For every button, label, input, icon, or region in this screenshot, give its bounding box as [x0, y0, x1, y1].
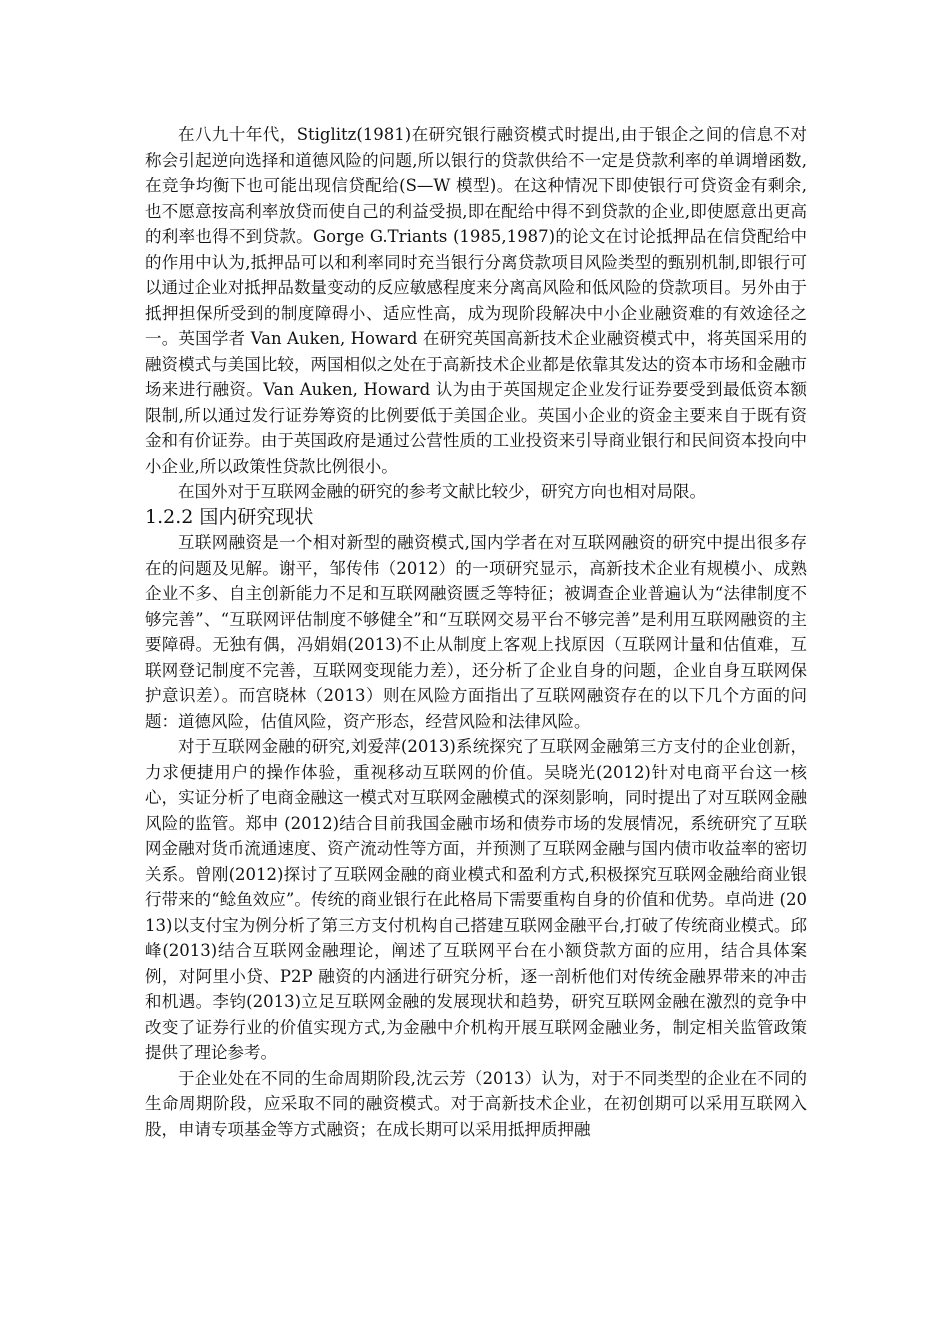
paragraph-life-cycle: 于企业处在不同的生命周期阶段,沈云芳（2013）认为，对于不同类型的企业在不同的生命周期阶段，应采取不同的融资模式。对于高新技术企业，在初创期可以采用互联网入股，申请专项基金等方式融资；在成长期可以采用抵押质押融	[145, 1068, 807, 1139]
paragraph-stiglitz: 在八九十年代，Stiglitz(1981)在研究银行融资模式时提出,由于银企之间的信息不对称会引起逆向选择和道德风险的问题,所以银行的贷款供给不一定是贷款利率的单调增函数,在竞争均衡下也可能出现信贷配给(S—W 模型)。在这种情况下即使银行可贷资金有剩余,也不愿意按高利率放贷而使自己的利益受损,即在配给中得不到贷款的企业,即使愿意出更高的利率也得不到贷款。Gorge G.Triants (1985,1987)的论文在讨论抵押品在信贷配给中的作用中认为,抵押品可以和利率同时充当银行分离贷款项目风险类型的甄别机制,即银行可以通过企业对抵押品数量变动的反应敏感程度来分离高风险和低风险的贷款项目。另外由于抵押担保所受到的制度障碍小、适应性高，成为现阶段解决中小企业融资难的有效途径之一。英国学者 Van Auken, Howard 在研究英国高新技术企业融资模式中，将英国采用的融资模式与美国比较，两国相似之处在于高新技术企业都是依靠其发达的资本市场和金融市场来进行融资。Van Auken, Howard 认为由于英国规定企业发行证券要受到最低资本额限制,所以通过发行证券筹资的比例要低于美国企业。英国小企业的资金主要来自于既有资金和有价证券。由于英国政府是通过公营性质的工业投资来引导商业银行和民间资本投向中小企业,所以政策性贷款比例很小。	[145, 125, 807, 476]
paragraph-internet-finance: 对于互联网金融的研究,刘爱萍(2013)系统探究了互联网金融第三方支付的企业创新，力求便捷用户的操作体验，重视移动互联网的价值。吴晓光(2012)针对电商平台这一核心，实证分析了电商金融这一模式对互联网金融模式的深刻影响，同时提出了对互联网金融风险的监管。郑申 (2012)结合目前我国金融市场和债券市场的发展情况，系统研究了互联网金融对货币流通速度、资产流动性等方面，并预测了互联网金融与国内债市收益率的密切关系。曾刚(2012)探讨了互联网金融的商业模式和盈利方式,积极探究互联网金融给商业银行带来的“鲶鱼效应”。传统的商业银行在此格局下需要重构自身的价值和优势。卓尚进 (2013)以支付宝为例分析了第三方支付机构自己搭建互联网金融平台,打破了传统商业模式。邱峰(2013)结合互联网金融理论，阐述了互联网平台在小额贷款方面的应用，结合具体案例，对阿里小贷、P2P 融资的内涵进行研究分析，逐一剖析他们对传统金融界带来的冲击和机遇。李钧(2013)立足互联网金融的发展现状和趋势，研究互联网金融在激烈的竞争中改变了证券行业的价值实现方式,为金融中介机构开展互联网金融业务，制定相关监管政策提供了理论参考。	[145, 737, 807, 1062]
paragraph-domestic-financing: 互联网融资是一个相对新型的融资模式,国内学者在对互联网融资的研究中提出很多存在的问题及见解。谢平，邹传伟（2012）的一项研究显示，高新技术企业有规模小、成熟企业不多、自主创新能力不足和互联网融资匮乏等特征；被调查企业普遍认为“法律制度不够完善”、“互联网评估制度不够健全”和“互联网交易平台不够完善”是利用互联网融资的主要障碍。无独有偶，冯娟娟(2013)不止从制度上客观上找原因（互联网计量和估值难，互联网登记制度不完善，互联网变现能力差），还分析了企业自身的问题，企业自身互联网保护意识差）。而宫晓林（2013）则在风险方面指出了互联网融资存在的以下几个方面的问题：道德风险，估值风险，资产形态，经营风险和法律风险。	[145, 533, 807, 731]
document-body	[145, 122, 807, 1142]
section-heading: 1.2.2 国内研究现状	[145, 505, 314, 528]
paragraph-foreign-research: 在国外对于互联网金融的研究的参考文献比较少，研究方向也相对局限。	[178, 482, 706, 501]
